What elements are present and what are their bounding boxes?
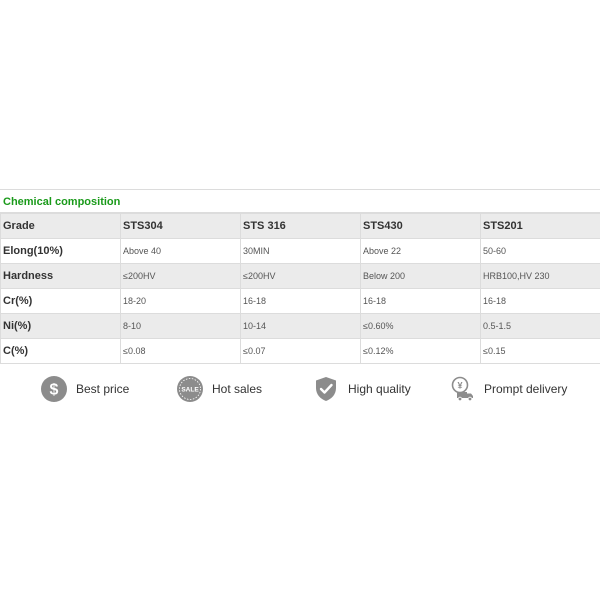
table-row bbox=[1, 264, 600, 289]
header-cell: STS430 bbox=[361, 214, 481, 239]
table-cell: 16-18 bbox=[241, 289, 361, 314]
table-cell: ≤200HV bbox=[241, 264, 361, 289]
table-cell: ≤200HV bbox=[121, 264, 241, 289]
table-cell: 50-60 bbox=[481, 239, 600, 264]
feature-label: Best price bbox=[76, 382, 130, 396]
row-label: Elong(10%) bbox=[1, 239, 121, 264]
feature-label: Hot sales bbox=[212, 382, 263, 396]
row-label: Ni(%) bbox=[1, 314, 121, 339]
table-cell: Below 200 bbox=[361, 264, 481, 289]
row-label: Cr(%) bbox=[1, 289, 121, 314]
svg-text:$: $ bbox=[49, 381, 59, 399]
composition-table bbox=[0, 213, 600, 364]
feature-high-quality bbox=[312, 375, 411, 403]
header-cell: STS304 bbox=[121, 214, 241, 239]
header-cell: Grade bbox=[1, 214, 121, 239]
table-cell: ≤0.15 bbox=[481, 339, 600, 364]
table-row bbox=[1, 289, 600, 314]
svg-text:¥: ¥ bbox=[457, 380, 463, 391]
table-row bbox=[1, 239, 600, 264]
dollar-icon bbox=[40, 375, 68, 403]
header-cell: STS 316 bbox=[241, 214, 361, 239]
table-cell: HRB100,HV 230 bbox=[481, 264, 600, 289]
table-cell: ≤0.12% bbox=[361, 339, 481, 364]
table-cell: Above 40 bbox=[121, 239, 241, 264]
table-cell: 18-20 bbox=[121, 289, 241, 314]
chemical-composition-section bbox=[0, 189, 600, 364]
sale-tag-icon bbox=[176, 375, 204, 403]
table-cell: 16-18 bbox=[361, 289, 481, 314]
header-cell: STS201 bbox=[481, 214, 600, 239]
table-header-row bbox=[1, 214, 600, 239]
table-row bbox=[1, 314, 600, 339]
row-label: Hardness bbox=[1, 264, 121, 289]
table-cell: ≤0.08 bbox=[121, 339, 241, 364]
feature-hot-sales bbox=[176, 375, 262, 403]
table-row bbox=[1, 339, 600, 364]
quality-shield-icon bbox=[312, 375, 340, 403]
table-cell: 8-10 bbox=[121, 314, 241, 339]
table-cell: ≤0.60% bbox=[361, 314, 481, 339]
table-cell: ≤0.07 bbox=[241, 339, 361, 364]
feature-label: Prompt delivery bbox=[484, 382, 568, 396]
svg-text:SALE: SALE bbox=[181, 386, 199, 394]
row-label: C(%) bbox=[1, 339, 121, 364]
section-title: Chemical composition bbox=[0, 189, 600, 213]
feature-label: High quality bbox=[348, 382, 411, 396]
feature-bar bbox=[0, 365, 600, 411]
table-cell: 10-14 bbox=[241, 314, 361, 339]
table-cell: 30MIN bbox=[241, 239, 361, 264]
table-cell: 0.5-1.5 bbox=[481, 314, 600, 339]
delivery-truck-icon bbox=[448, 375, 476, 403]
feature-prompt-delivery bbox=[448, 375, 567, 403]
table-cell: Above 22 bbox=[361, 239, 481, 264]
feature-best-price bbox=[40, 375, 129, 403]
table-cell: 16-18 bbox=[481, 289, 600, 314]
